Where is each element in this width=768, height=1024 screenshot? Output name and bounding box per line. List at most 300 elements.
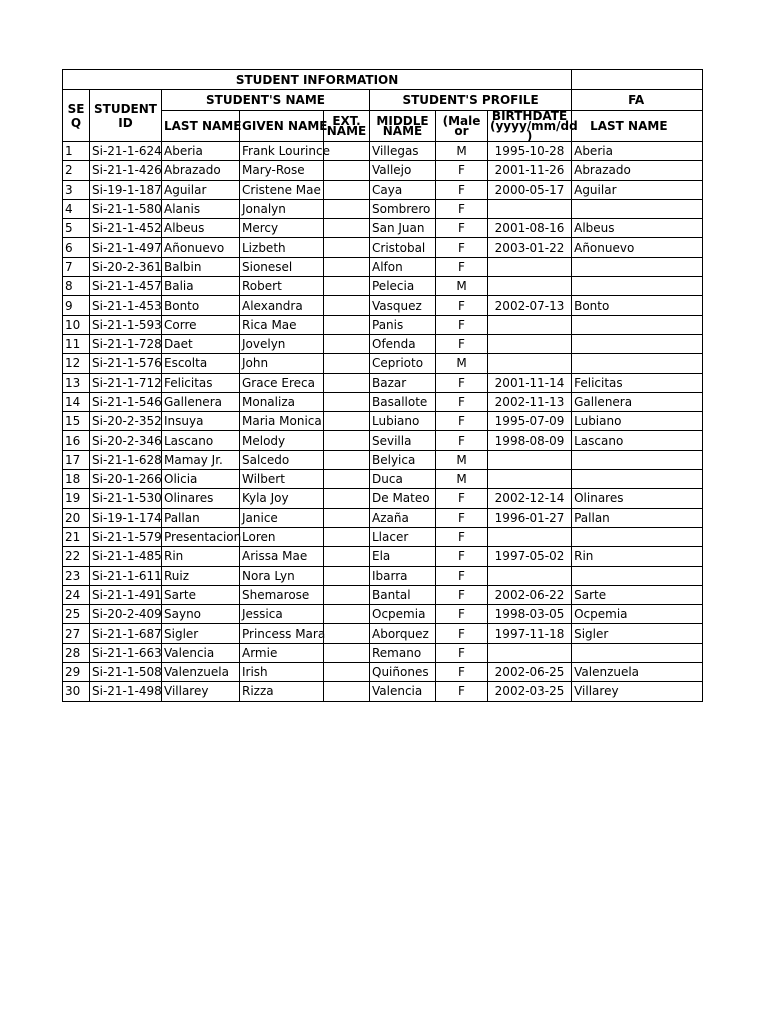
student-table: [62, 69, 703, 702]
birthdate-cell[interactable]: 1997-05-02: [488, 547, 572, 566]
family-last-name-cell[interactable]: Olinares: [572, 489, 703, 508]
sex-cell[interactable]: M: [436, 470, 488, 489]
birthdate-cell[interactable]: [488, 315, 572, 334]
student-id-cell[interactable]: Si-21-1-426: [90, 161, 162, 180]
middle-name-cell[interactable]: Ofenda: [370, 334, 436, 353]
sex-cell[interactable]: F: [436, 392, 488, 411]
birthdate-cell[interactable]: 1997-11-18: [488, 624, 572, 643]
student-id-cell[interactable]: Si-21-1-687: [90, 624, 162, 643]
student-id-cell[interactable]: Si-21-1-663: [90, 643, 162, 662]
sex-cell[interactable]: F: [436, 489, 488, 508]
birthdate-cell[interactable]: 1998-08-09: [488, 431, 572, 450]
student-id-cell[interactable]: Si-21-1-530: [90, 489, 162, 508]
last-name-cell[interactable]: Olinares: [162, 489, 240, 508]
table-row: [63, 566, 703, 585]
sex-cell[interactable]: F: [436, 315, 488, 334]
family-last-name-cell[interactable]: Felicitas: [572, 373, 703, 392]
last-name-cell[interactable]: Corre: [162, 315, 240, 334]
ext-name-cell[interactable]: [324, 470, 370, 489]
birthdate-cell[interactable]: 2000-05-17: [488, 180, 572, 199]
header-birthdate: [488, 109, 578, 143]
last-name-cell[interactable]: Balbin: [162, 257, 240, 276]
family-last-name-cell[interactable]: Lubiano: [572, 412, 703, 431]
birthdate-cell[interactable]: 2002-07-13: [488, 296, 572, 315]
ext-name-cell[interactable]: [324, 508, 370, 527]
given-name-cell[interactable]: Salcedo: [240, 450, 324, 469]
middle-name-cell[interactable]: San Juan: [370, 219, 436, 238]
student-id-cell[interactable]: Si-21-1-728: [90, 334, 162, 353]
seq-cell[interactable]: 27: [63, 624, 90, 643]
birthdate-cell[interactable]: 2002-06-22: [488, 585, 572, 604]
ext-name-cell[interactable]: [324, 547, 370, 566]
birthdate-cell[interactable]: [488, 334, 572, 353]
ext-name-cell[interactable]: [324, 296, 370, 315]
last-name-cell[interactable]: Abrazado: [162, 161, 240, 180]
seq-cell[interactable]: 23: [63, 566, 90, 585]
sex-cell[interactable]: F: [436, 238, 488, 257]
table-row: [63, 238, 703, 257]
student-rows: [63, 142, 703, 702]
header-seq: SE Q: [63, 90, 90, 142]
middle-name-cell[interactable]: Vasquez: [370, 296, 436, 315]
given-name-cell[interactable]: Mercy: [240, 219, 324, 238]
last-name-cell[interactable]: Valencia: [162, 643, 240, 662]
table-row: [63, 296, 703, 315]
family-last-name-cell[interactable]: [572, 470, 703, 489]
seq-cell[interactable]: 2: [63, 161, 90, 180]
given-name-cell[interactable]: Jovelyn: [240, 334, 324, 353]
family-last-name-cell[interactable]: [572, 450, 703, 469]
sex-cell[interactable]: F: [436, 585, 488, 604]
seq-cell[interactable]: 16: [63, 431, 90, 450]
sex-cell[interactable]: F: [436, 161, 488, 180]
ext-name-cell[interactable]: [324, 199, 370, 218]
given-name-cell[interactable]: Janice: [240, 508, 324, 527]
given-name-cell[interactable]: Irish: [240, 663, 324, 682]
sex-cell[interactable]: F: [436, 296, 488, 315]
given-name-cell[interactable]: Monaliza: [240, 392, 324, 411]
given-name-cell[interactable]: Grace Ereca: [240, 373, 324, 392]
last-name-cell[interactable]: Valenzuela: [162, 663, 240, 682]
birthdate-cell[interactable]: 1996-01-27: [488, 508, 572, 527]
last-name-cell[interactable]: Añonuevo: [162, 238, 240, 257]
family-last-name-cell[interactable]: Sigler: [572, 624, 703, 643]
student-id-cell[interactable]: Si-21-1-576: [90, 354, 162, 373]
birthdate-cell[interactable]: 2002-11-13: [488, 392, 572, 411]
table-row: [63, 277, 703, 296]
birthdate-cell[interactable]: [488, 470, 572, 489]
sex-cell[interactable]: F: [436, 624, 488, 643]
last-name-cell[interactable]: Daet: [162, 334, 240, 353]
family-last-name-cell[interactable]: Añonuevo: [572, 238, 703, 257]
header-last-name: LAST NAME: [162, 111, 240, 142]
seq-cell[interactable]: 14: [63, 392, 90, 411]
header-family-blank: [572, 70, 703, 90]
family-last-name-cell[interactable]: Ocpemia: [572, 605, 703, 624]
header-students-profile: STUDENT'S PROFILE: [370, 90, 572, 111]
seq-cell[interactable]: 11: [63, 334, 90, 353]
seq-cell[interactable]: 22: [63, 547, 90, 566]
family-last-name-cell[interactable]: Albeus: [572, 219, 703, 238]
sex-cell[interactable]: F: [436, 663, 488, 682]
ext-name-cell[interactable]: [324, 354, 370, 373]
sex-cell[interactable]: F: [436, 219, 488, 238]
sex-cell[interactable]: M: [436, 450, 488, 469]
family-last-name-cell[interactable]: Sarte: [572, 585, 703, 604]
table-row: [63, 431, 703, 450]
student-id-cell[interactable]: Si-21-1-712: [90, 373, 162, 392]
ext-name-cell[interactable]: [324, 605, 370, 624]
table-row: [63, 354, 703, 373]
seq-cell[interactable]: 6: [63, 238, 90, 257]
header-student-id: STUDENT ID: [90, 90, 162, 142]
middle-name-cell[interactable]: Bazar: [370, 373, 436, 392]
given-name-cell[interactable]: Robert: [240, 277, 324, 296]
seq-cell[interactable]: 19: [63, 489, 90, 508]
middle-name-cell[interactable]: Alfon: [370, 257, 436, 276]
header-family-cut: FA: [572, 90, 703, 111]
ext-name-cell[interactable]: [324, 412, 370, 431]
student-id-cell[interactable]: Si-20-2-352: [90, 412, 162, 431]
ext-name-cell[interactable]: [324, 180, 370, 199]
middle-name-cell[interactable]: De Mateo: [370, 489, 436, 508]
sex-cell[interactable]: M: [436, 354, 488, 373]
middle-name-cell[interactable]: Caya: [370, 180, 436, 199]
given-name-cell[interactable]: Shemarose: [240, 585, 324, 604]
last-name-cell[interactable]: Olicia: [162, 470, 240, 489]
family-last-name-cell[interactable]: [572, 527, 703, 546]
middle-name-cell[interactable]: Azaña: [370, 508, 436, 527]
given-name-cell[interactable]: Arissa Mae: [240, 547, 324, 566]
ext-name-cell[interactable]: [324, 431, 370, 450]
birthdate-cell[interactable]: [488, 199, 572, 218]
middle-name-cell[interactable]: Duca: [370, 470, 436, 489]
student-id-cell[interactable]: Si-20-2-409: [90, 605, 162, 624]
sex-cell[interactable]: F: [436, 508, 488, 527]
seq-cell[interactable]: 30: [63, 682, 90, 701]
given-name-cell[interactable]: Rizza: [240, 682, 324, 701]
header-sex: (Male or: [436, 111, 488, 142]
middle-name-cell[interactable]: Ceprioto: [370, 354, 436, 373]
given-name-cell[interactable]: Jonalyn: [240, 199, 324, 218]
birthdate-cell[interactable]: [488, 450, 572, 469]
seq-cell[interactable]: 18: [63, 470, 90, 489]
given-name-cell[interactable]: Frank Lourince: [240, 142, 324, 161]
ext-name-cell[interactable]: [324, 257, 370, 276]
sex-cell[interactable]: F: [436, 180, 488, 199]
student-id-cell[interactable]: Si-20-2-346: [90, 431, 162, 450]
student-id-cell[interactable]: Si-21-1-628: [90, 450, 162, 469]
table-row: [63, 199, 703, 218]
last-name-cell[interactable]: Aberia: [162, 142, 240, 161]
ext-name-cell[interactable]: [324, 373, 370, 392]
family-last-name-cell[interactable]: Bonto: [572, 296, 703, 315]
birthdate-cell[interactable]: [488, 566, 572, 585]
birthdate-cell[interactable]: 2001-08-16: [488, 219, 572, 238]
family-last-name-cell[interactable]: [572, 334, 703, 353]
ext-name-cell[interactable]: [324, 277, 370, 296]
given-name-cell[interactable]: Mary-Rose: [240, 161, 324, 180]
middle-name-cell[interactable]: Aborquez: [370, 624, 436, 643]
student-id-cell[interactable]: Si-21-1-624: [90, 142, 162, 161]
student-id-cell[interactable]: Si-21-1-497: [90, 238, 162, 257]
student-id-cell[interactable]: Si-21-1-508: [90, 663, 162, 682]
seq-cell[interactable]: 8: [63, 277, 90, 296]
last-name-cell[interactable]: Sayno: [162, 605, 240, 624]
middle-name-cell[interactable]: Ocpemia: [370, 605, 436, 624]
ext-name-cell[interactable]: [324, 585, 370, 604]
sex-cell[interactable]: F: [436, 373, 488, 392]
family-last-name-cell[interactable]: Rin: [572, 547, 703, 566]
student-id-cell[interactable]: Si-21-1-457: [90, 277, 162, 296]
sex-cell[interactable]: F: [436, 412, 488, 431]
given-name-cell[interactable]: John: [240, 354, 324, 373]
ext-name-cell[interactable]: [324, 392, 370, 411]
ext-name-cell[interactable]: [324, 334, 370, 353]
birthdate-cell[interactable]: [488, 527, 572, 546]
last-name-cell[interactable]: Villarey: [162, 682, 240, 701]
middle-name-cell[interactable]: Villegas: [370, 142, 436, 161]
family-last-name-cell[interactable]: [572, 199, 703, 218]
family-last-name-cell[interactable]: Pallan: [572, 508, 703, 527]
ext-name-cell[interactable]: [324, 624, 370, 643]
middle-name-cell[interactable]: Panis: [370, 315, 436, 334]
seq-cell[interactable]: 9: [63, 296, 90, 315]
sex-cell[interactable]: F: [436, 527, 488, 546]
middle-name-cell[interactable]: Ela: [370, 547, 436, 566]
last-name-cell[interactable]: Bonto: [162, 296, 240, 315]
seq-cell[interactable]: 21: [63, 527, 90, 546]
table-row: [63, 663, 703, 682]
last-name-cell[interactable]: Rin: [162, 547, 240, 566]
last-name-cell[interactable]: Albeus: [162, 219, 240, 238]
given-name-cell[interactable]: Lizbeth: [240, 238, 324, 257]
last-name-cell[interactable]: Balia: [162, 277, 240, 296]
seq-cell[interactable]: 20: [63, 508, 90, 527]
birthdate-cell[interactable]: [488, 354, 572, 373]
ext-name-cell[interactable]: [324, 566, 370, 585]
middle-name-cell[interactable]: Remano: [370, 643, 436, 662]
header-given-name: GIVEN NAME: [240, 111, 324, 142]
sex-cell[interactable]: F: [436, 257, 488, 276]
middle-name-cell[interactable]: Ibarra: [370, 566, 436, 585]
last-name-cell[interactable]: Sarte: [162, 585, 240, 604]
birthdate-cell[interactable]: [488, 277, 572, 296]
last-name-cell[interactable]: Alanis: [162, 199, 240, 218]
last-name-cell[interactable]: Sigler: [162, 624, 240, 643]
table-row: [63, 142, 703, 161]
header-student-information: STUDENT INFORMATION: [63, 70, 572, 90]
header-ext-name: EXT. NAME: [324, 111, 370, 142]
given-name-cell[interactable]: Sionesel: [240, 257, 324, 276]
birthdate-cell[interactable]: 2002-03-25: [488, 682, 572, 701]
seq-cell[interactable]: 10: [63, 315, 90, 334]
table-row: [63, 605, 703, 624]
family-last-name-cell[interactable]: [572, 566, 703, 585]
table-row: [63, 547, 703, 566]
given-name-cell[interactable]: Jessica: [240, 605, 324, 624]
family-last-name-cell[interactable]: Gallenera: [572, 392, 703, 411]
middle-name-cell[interactable]: Basallote: [370, 392, 436, 411]
header-middle-name: MIDDLE NAME: [370, 111, 436, 142]
sex-cell[interactable]: F: [436, 199, 488, 218]
sex-cell[interactable]: M: [436, 277, 488, 296]
family-last-name-cell[interactable]: Aguilar: [572, 180, 703, 199]
family-last-name-cell[interactable]: Aberia: [572, 142, 703, 161]
ext-name-cell[interactable]: [324, 643, 370, 662]
birthdate-cell[interactable]: 1998-03-05: [488, 605, 572, 624]
last-name-cell[interactable]: Insuya: [162, 412, 240, 431]
ext-name-cell[interactable]: [324, 682, 370, 701]
table-row: [63, 334, 703, 353]
last-name-cell[interactable]: Ruiz: [162, 566, 240, 585]
given-name-cell[interactable]: Maria Monica: [240, 412, 324, 431]
seq-cell[interactable]: 4: [63, 199, 90, 218]
student-id-cell[interactable]: Si-21-1-593: [90, 315, 162, 334]
sex-cell[interactable]: F: [436, 605, 488, 624]
given-name-cell[interactable]: Kyla Joy: [240, 489, 324, 508]
ext-name-cell[interactable]: [324, 238, 370, 257]
birthdate-cell[interactable]: 1995-07-09: [488, 412, 572, 431]
middle-name-cell[interactable]: Quiñones: [370, 663, 436, 682]
given-name-cell[interactable]: Cristene Mae: [240, 180, 324, 199]
header-birthdate-title: BIRTHDATE: [491, 109, 568, 123]
middle-name-cell[interactable]: Valencia: [370, 682, 436, 701]
middle-name-cell[interactable]: Belyica: [370, 450, 436, 469]
birthdate-cell[interactable]: 2003-01-22: [488, 238, 572, 257]
family-last-name-cell[interactable]: [572, 315, 703, 334]
middle-name-cell[interactable]: Sevilla: [370, 431, 436, 450]
student-id-cell[interactable]: Si-21-1-498: [90, 682, 162, 701]
table-row: [63, 257, 703, 276]
last-name-cell[interactable]: Aguilar: [162, 180, 240, 199]
birthdate-cell[interactable]: [488, 643, 572, 662]
ext-name-cell[interactable]: [324, 161, 370, 180]
seq-cell[interactable]: 25: [63, 605, 90, 624]
birthdate-cell[interactable]: 2001-11-14: [488, 373, 572, 392]
birthdate-cell[interactable]: 2001-11-26: [488, 161, 572, 180]
seq-cell[interactable]: 7: [63, 257, 90, 276]
student-id-cell[interactable]: Si-21-1-580: [90, 199, 162, 218]
middle-name-cell[interactable]: Sombrero: [370, 199, 436, 218]
given-name-cell[interactable]: Melody: [240, 431, 324, 450]
family-last-name-cell[interactable]: [572, 643, 703, 662]
seq-cell[interactable]: 15: [63, 412, 90, 431]
student-id-cell[interactable]: Si-20-2-361: [90, 257, 162, 276]
header-students-name: STUDENT'S NAME: [162, 90, 370, 111]
middle-name-cell[interactable]: Vallejo: [370, 161, 436, 180]
birthdate-cell[interactable]: [488, 257, 572, 276]
student-id-cell[interactable]: Si-21-1-546: [90, 392, 162, 411]
birthdate-cell[interactable]: 2002-12-14: [488, 489, 572, 508]
ext-name-cell[interactable]: [324, 489, 370, 508]
header-family-last-name: LAST NAME: [572, 111, 703, 142]
last-name-cell[interactable]: Mamay Jr.: [162, 450, 240, 469]
spreadsheet: [62, 69, 668, 721]
sex-cell[interactable]: F: [436, 334, 488, 353]
header-birthdate-format: (yyyy/mm/dd ): [490, 119, 578, 143]
table-row: [63, 527, 703, 546]
sex-cell[interactable]: F: [436, 682, 488, 701]
ext-name-cell[interactable]: [324, 527, 370, 546]
middle-name-cell[interactable]: Llacer: [370, 527, 436, 546]
table-row: [63, 315, 703, 334]
seq-cell[interactable]: 13: [63, 373, 90, 392]
family-last-name-cell[interactable]: [572, 257, 703, 276]
student-id-cell[interactable]: Si-19-1-187: [90, 180, 162, 199]
family-last-name-cell[interactable]: Lascano: [572, 431, 703, 450]
ext-name-cell[interactable]: [324, 315, 370, 334]
last-name-cell[interactable]: Felicitas: [162, 373, 240, 392]
sex-cell[interactable]: M: [436, 142, 488, 161]
family-last-name-cell[interactable]: Villarey: [572, 682, 703, 701]
seq-cell[interactable]: 12: [63, 354, 90, 373]
last-name-cell[interactable]: Presentacion: [162, 527, 240, 546]
family-last-name-cell[interactable]: [572, 354, 703, 373]
seq-cell[interactable]: 1: [63, 142, 90, 161]
middle-name-cell[interactable]: Bantal: [370, 585, 436, 604]
last-name-cell[interactable]: Gallenera: [162, 392, 240, 411]
middle-name-cell[interactable]: Lubiano: [370, 412, 436, 431]
given-name-cell[interactable]: Alexandra: [240, 296, 324, 315]
student-id-cell[interactable]: Si-21-1-452: [90, 219, 162, 238]
student-id-cell[interactable]: Si-19-1-174: [90, 508, 162, 527]
middle-name-cell[interactable]: Pelecia: [370, 277, 436, 296]
family-last-name-cell[interactable]: Valenzuela: [572, 663, 703, 682]
student-id-cell[interactable]: Si-21-1-491: [90, 585, 162, 604]
sex-cell[interactable]: F: [436, 643, 488, 662]
seq-cell[interactable]: 24: [63, 585, 90, 604]
ext-name-cell[interactable]: [324, 142, 370, 161]
seq-cell[interactable]: 17: [63, 450, 90, 469]
given-name-cell[interactable]: Armie: [240, 643, 324, 662]
given-name-cell[interactable]: Wilbert: [240, 470, 324, 489]
given-name-cell[interactable]: Rica Mae: [240, 315, 324, 334]
given-name-cell[interactable]: Princess Mara: [240, 624, 324, 643]
family-last-name-cell[interactable]: [572, 277, 703, 296]
birthdate-cell[interactable]: 2002-06-25: [488, 663, 572, 682]
table-row: [63, 392, 703, 411]
middle-name-cell[interactable]: Cristobal: [370, 238, 436, 257]
student-id-cell[interactable]: Si-21-1-453: [90, 296, 162, 315]
seq-cell[interactable]: 3: [63, 180, 90, 199]
ext-name-cell[interactable]: [324, 450, 370, 469]
seq-cell[interactable]: 5: [63, 219, 90, 238]
ext-name-cell[interactable]: [324, 219, 370, 238]
seq-cell[interactable]: 28: [63, 643, 90, 662]
seq-cell[interactable]: 29: [63, 663, 90, 682]
last-name-cell[interactable]: Lascano: [162, 431, 240, 450]
student-id-cell[interactable]: Si-20-1-266: [90, 470, 162, 489]
given-name-cell[interactable]: Nora Lyn: [240, 566, 324, 585]
family-last-name-cell[interactable]: Abrazado: [572, 161, 703, 180]
sex-cell[interactable]: F: [436, 431, 488, 450]
last-name-cell[interactable]: Pallan: [162, 508, 240, 527]
table-row: [63, 489, 703, 508]
student-id-cell[interactable]: Si-21-1-485: [90, 547, 162, 566]
given-name-cell[interactable]: Loren: [240, 527, 324, 546]
table-row: [63, 682, 703, 701]
birthdate-cell[interactable]: 1995-10-28: [488, 142, 572, 161]
student-id-cell[interactable]: Si-21-1-579: [90, 527, 162, 546]
sex-cell[interactable]: F: [436, 547, 488, 566]
ext-name-cell[interactable]: [324, 663, 370, 682]
student-id-cell[interactable]: Si-21-1-611: [90, 566, 162, 585]
sex-cell[interactable]: F: [436, 566, 488, 585]
table-row: [63, 412, 703, 431]
table-row: [63, 585, 703, 604]
last-name-cell[interactable]: Escolta: [162, 354, 240, 373]
